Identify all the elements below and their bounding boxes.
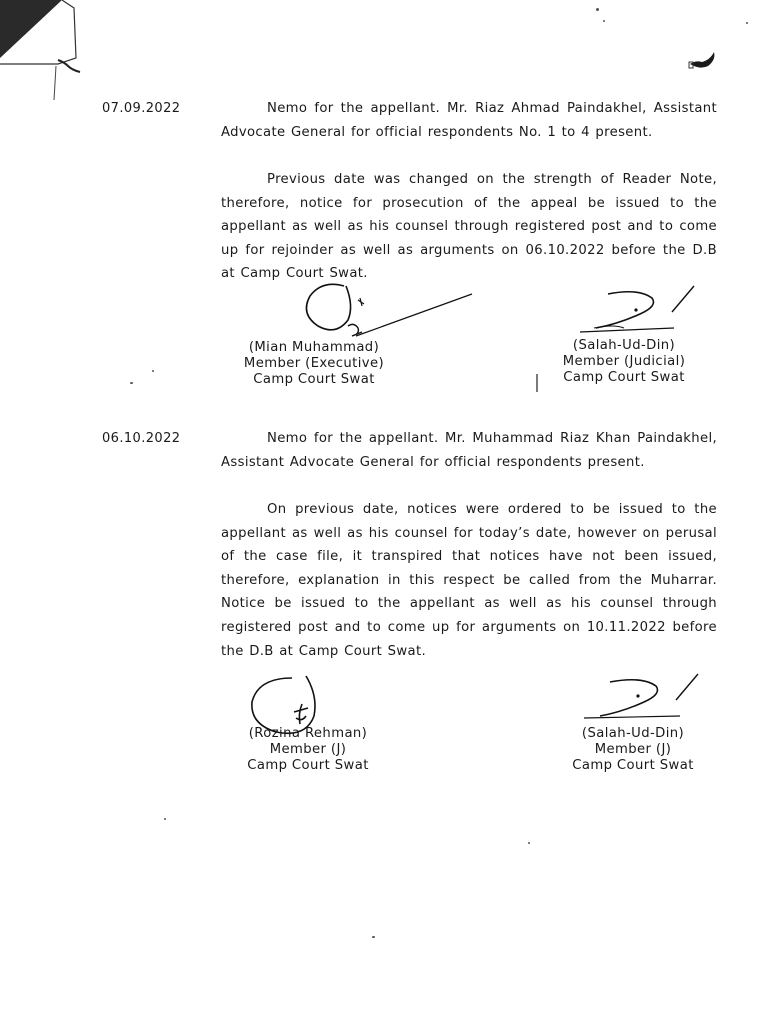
signature-scribble bbox=[574, 282, 704, 342]
order-paragraph: Previous date was changed on the strength of Reader Note, therefore, notice for prosecution of the appeal be issued to the appellant as well as his counsel through registered post and to come up for rejoinder as well as arguments on 06.10.2022 before the D.B at Camp Court Swat. bbox=[221, 172, 717, 282]
scan-speck bbox=[596, 8, 599, 11]
scan-speck bbox=[164, 818, 166, 820]
signature-scribble bbox=[580, 670, 706, 728]
scan-speck bbox=[372, 936, 375, 938]
signature-scribble bbox=[296, 278, 486, 348]
signature-block-right bbox=[548, 338, 700, 386]
signatory-name: (Rozina Rehman) bbox=[248, 726, 368, 741]
signatory-title: Member (Judicial) bbox=[562, 354, 686, 369]
margin-tick-mark bbox=[534, 372, 540, 394]
order-paragraph: Nemo for the appellant. Mr. Muhammad Riaz Khan Paindakhel, Assistant Advocate General for official respondents present. bbox=[221, 431, 717, 470]
scan-speck bbox=[528, 842, 530, 844]
signature-block-right bbox=[558, 726, 708, 774]
signatory-place: Camp Court Swat bbox=[253, 372, 375, 387]
scan-speck bbox=[603, 20, 605, 22]
scan-speck bbox=[130, 382, 133, 384]
signatory-name: (Salah-Ud-Din) bbox=[581, 726, 685, 741]
signatory-place: Camp Court Swat bbox=[563, 370, 685, 385]
scan-speck bbox=[152, 370, 154, 372]
signature-block-left bbox=[232, 340, 396, 388]
signatory-name: (Salah-Ud-Din) bbox=[572, 338, 676, 353]
signatory-name: (Mian Muhammad) bbox=[248, 340, 380, 355]
signature-block-left bbox=[230, 726, 386, 774]
entry-date: 06.10.2022 bbox=[102, 431, 181, 446]
order-paragraph: Nemo for the appellant. Mr. Riaz Ahmad Paindakhel, Assistant Advocate General for official respondents No. 1 to 4 present. bbox=[221, 101, 717, 140]
signatory-place: Camp Court Swat bbox=[572, 758, 694, 773]
ink-blot-mark bbox=[686, 44, 720, 74]
signatory-title: Member (J) bbox=[269, 742, 347, 757]
order-paragraph: On previous date, notices were ordered to be issued to the appellant as well as his counsel for today’s date, however on perusal of the case file, it transpired that notices have not been issued, therefore, explanation in this respect be called from the Muharrar. Notice be issued to the appellant as well as his counsel through registered post and to come up for arguments on 10.11.2022 before the D.B at Camp Court Swat. bbox=[221, 502, 717, 659]
folded-corner-mark bbox=[0, 0, 90, 110]
signatory-place: Camp Court Swat bbox=[247, 758, 369, 773]
scan-speck bbox=[746, 22, 748, 24]
signatory-title: Member (J) bbox=[594, 742, 672, 757]
signatory-title: Member (Executive) bbox=[243, 356, 385, 371]
entry-date: 07.09.2022 bbox=[102, 101, 181, 116]
